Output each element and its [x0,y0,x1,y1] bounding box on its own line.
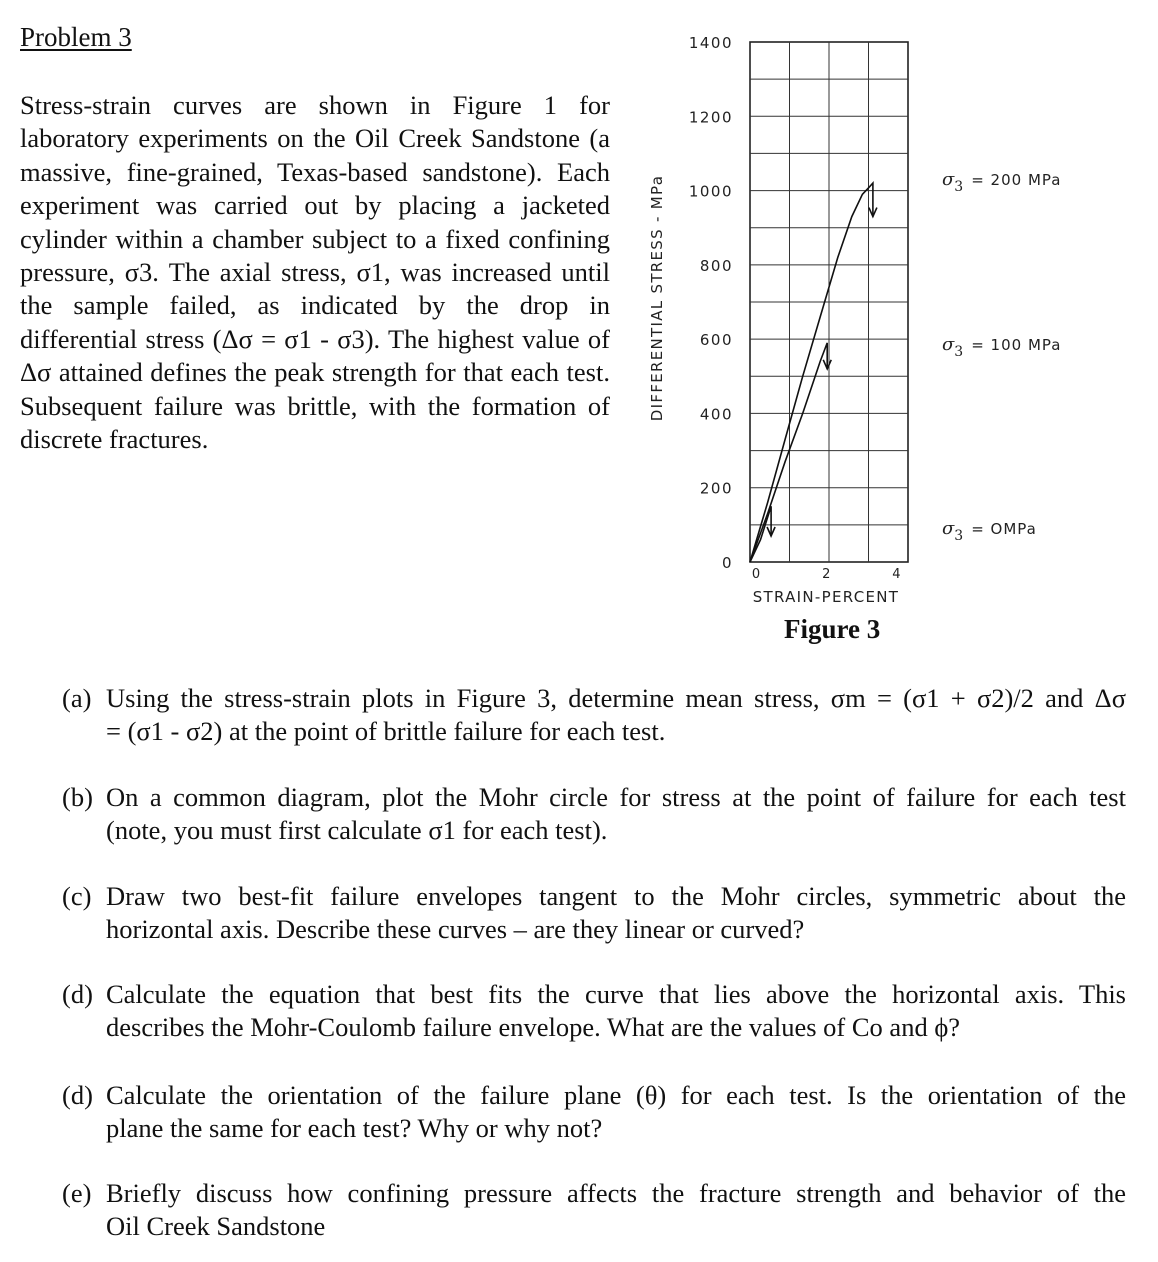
question-text-cont: Oil Creek Sandstone [106,1211,326,1241]
problem-title: Problem 3 [20,22,132,52]
stress-strain-curve [750,183,873,562]
question-label: (a) [62,683,92,713]
figure-caption: Figure 3 [784,614,881,644]
question-text: On a common diagram, plot the Mohr circle for stress at the point of failure for each test [106,782,1126,812]
question-text: Calculate the equation that best fits the curve that lies above the horizontal axis. This [106,979,1126,1009]
question-text-cont: horizontal axis. Describe these curves – are they linear or curved? [106,914,805,944]
question-text-cont: = (σ1 - σ2) at the point of brittle failure for each test. [106,716,666,746]
stress-strain-curve [750,343,827,562]
curve-label: $\sigma_3$ $^{= OMPa}$ [942,518,1037,544]
curve-label: $\sigma_3$ $^{= 200 MPa}$ [942,169,1062,195]
question-text: Using the stress-strain plots in Figure 3, determine mean stress, σm = (σ1 + σ2)/2 and Δσ [106,683,1126,713]
question-d-envelope [62,978,1126,1044]
question-label: (b) [62,782,93,812]
y-tick-label: 1400 [688,34,733,52]
question-text: Briefly discuss how confining pressure affects the fracture strength and behavior of the [106,1178,1126,1208]
question-label: (d) [62,979,93,1009]
chart-ylabel: DIFFERENTIAL STRESS - MPa [648,174,666,422]
x-tick-label: 0 [751,567,761,582]
question-text: Calculate the orientation of the failure plane (θ) for each test. Is the orientation of the [106,1080,1126,1110]
x-tick-label: 4 [892,567,901,582]
y-tick-label: 0 [721,554,733,572]
question-label: (c) [62,881,92,911]
question-d-orientation [62,1079,1126,1145]
question-label: (e) [62,1178,92,1208]
y-tick-label: 1000 [688,182,733,201]
y-tick-label: 400 [699,405,733,424]
question-text: Draw two best-fit failure envelopes tangent to the Mohr circles, symmetric about the [106,881,1126,911]
y-tick-label: 200 [699,479,733,498]
question-text-cont: plane the same for each test? Why or why not? [106,1113,603,1143]
question-text-cont: describes the Mohr-Coulomb failure envelope. What are the values of Co and ϕ? [106,1012,961,1042]
curve-label: $\sigma_3$ $^{= 100 MPa}$ [942,334,1062,360]
question-a [62,682,1126,748]
problem-intro: Stress-strain curves are shown in Figure 1 for laboratory experiments on the Oil Creek Sandstone (a massive, fine-grained, Texas-based sandstone). Each experiment was carried out by placing a jacketed cylinder within a chamber subject to a fixed confining pressure, σ3. The axial stress, σ1, was increased until the sample failed, as indicated by the drop in differential stress (Δσ = σ1 - σ3). The highest value of Δσ attained defines the peak strength for that each test. Subsequent failure was brittle, with the formation of discrete fractures. [20,90,610,455]
question-c [62,880,1126,946]
question-text-cont: (note, you must first calculate σ1 for each test). [106,815,608,845]
y-tick-label: 1200 [688,108,733,127]
x-tick-label: 2 [822,567,831,582]
chart-xlabel: STRAIN-PERCENT [752,588,900,606]
question-b [62,781,1126,847]
question-label: (d) [62,1080,93,1110]
y-tick-label: 600 [699,331,733,350]
question-e [62,1177,1126,1243]
y-tick-label: 800 [699,256,733,275]
